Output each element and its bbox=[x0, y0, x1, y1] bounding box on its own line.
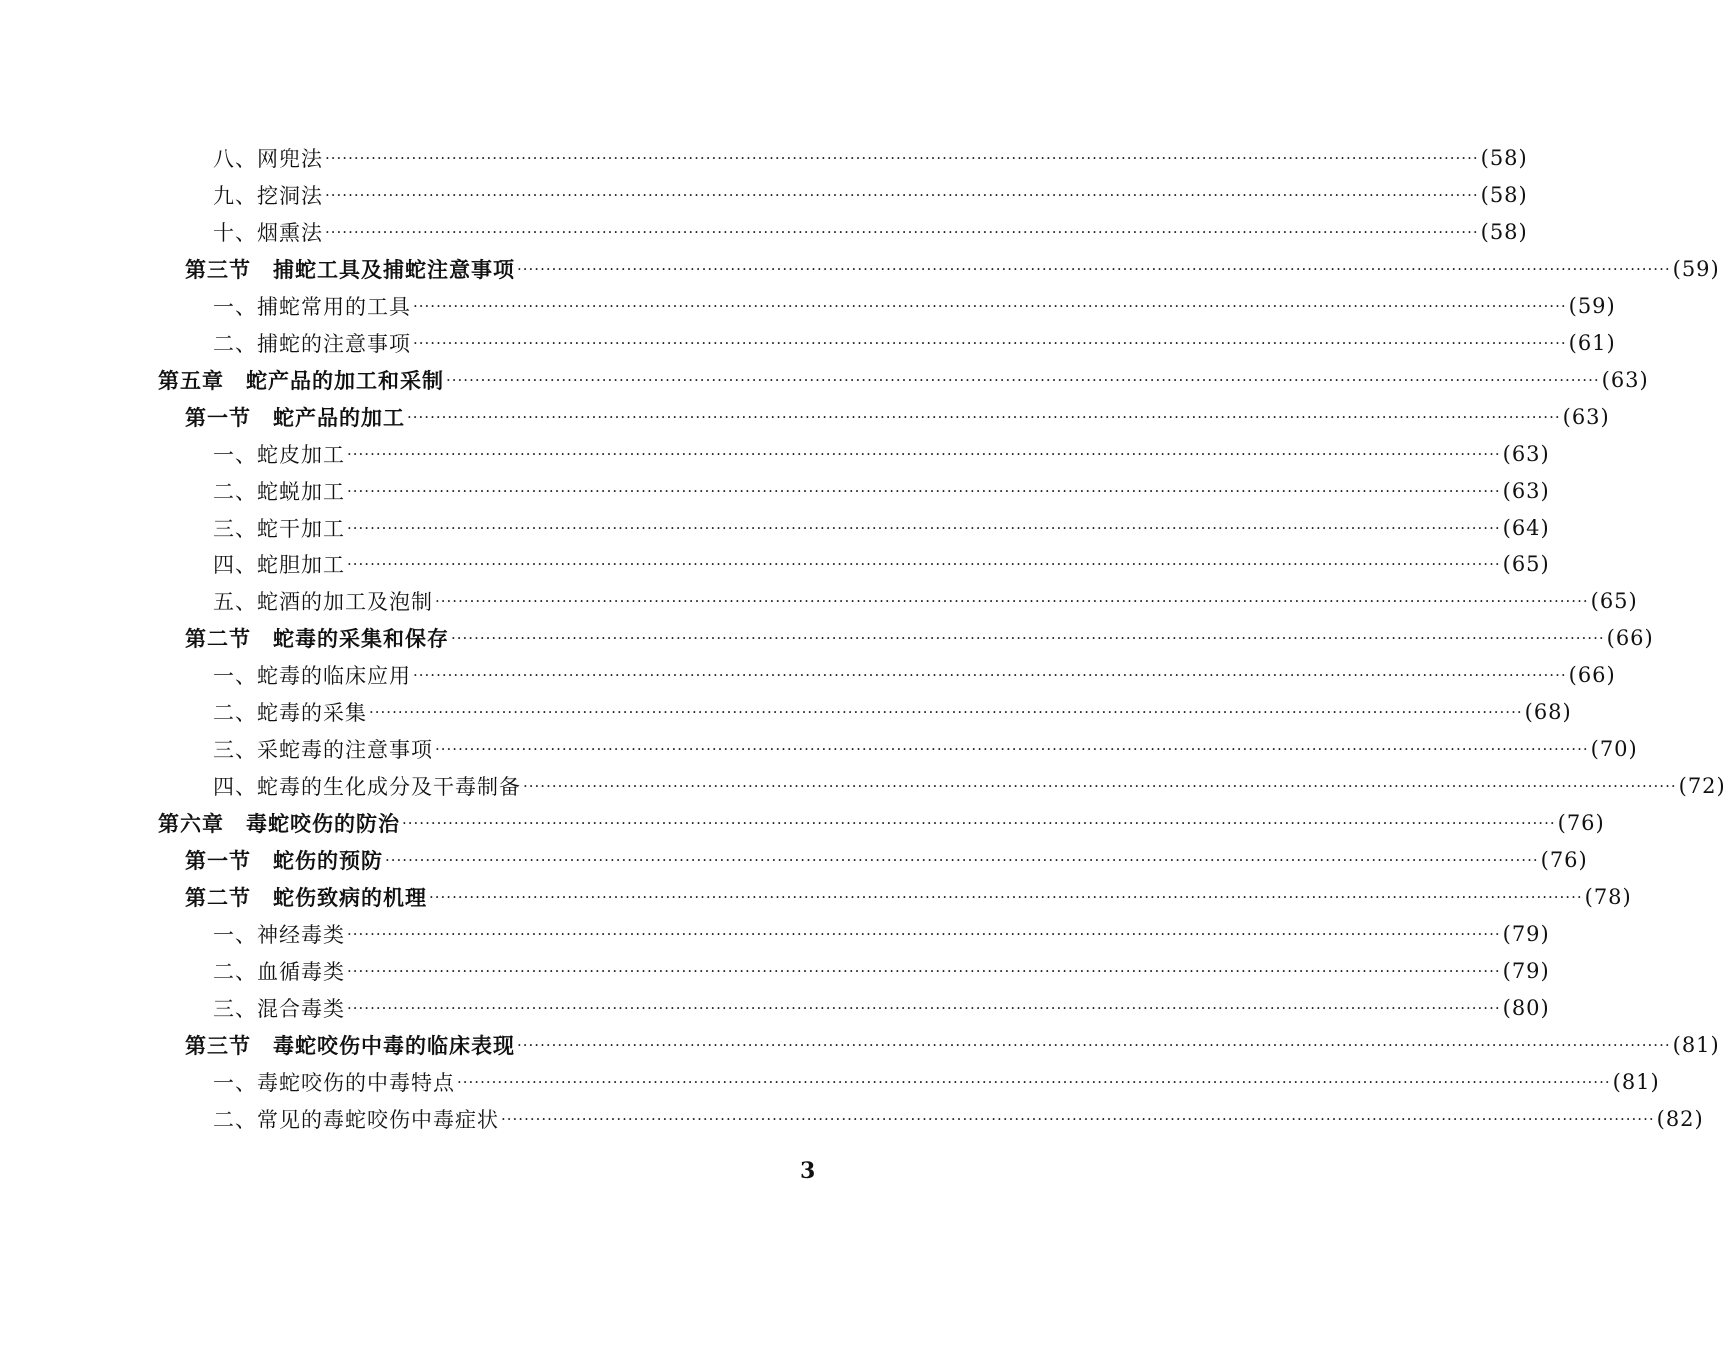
toc-entry-item bbox=[213, 697, 1572, 727]
toc-entry-section bbox=[185, 882, 1632, 912]
toc-entry-title: 一、捕蛇常用的工具 bbox=[213, 295, 411, 319]
toc-entry-page: (63) bbox=[1502, 442, 1550, 466]
toc-entry-page: (63) bbox=[1502, 479, 1550, 503]
toc-leader-dots: ········································································································································································································ bbox=[325, 149, 1479, 167]
toc-leader-dots: ········································································································································································································ bbox=[457, 1073, 1611, 1091]
toc-entry-page: (79) bbox=[1502, 922, 1550, 946]
toc-entry-title: 三、蛇干加工 bbox=[213, 517, 345, 541]
toc-entry-title: 一、蛇毒的临床应用 bbox=[213, 664, 411, 688]
toc-entry-page: (68) bbox=[1524, 700, 1572, 724]
toc-leader-dots: ········································································································································································································ bbox=[501, 1110, 1655, 1128]
toc-entry-page: (66) bbox=[1568, 663, 1616, 687]
toc-entry-item bbox=[213, 439, 1550, 469]
toc-entry-title: 二、蛇蜕加工 bbox=[213, 480, 345, 504]
toc-entry-title: 十、烟熏法 bbox=[213, 221, 323, 245]
toc-leader-dots: ········································································································································································································ bbox=[413, 297, 1567, 315]
toc-entry-item bbox=[213, 549, 1550, 579]
toc-entry-section bbox=[185, 402, 1610, 432]
toc-leader-dots: ········································································································································································································ bbox=[325, 186, 1479, 204]
toc-entry-chapter bbox=[158, 808, 1605, 838]
toc-entry-page: (65) bbox=[1590, 589, 1638, 613]
toc-entry-title: 五、蛇酒的加工及泡制 bbox=[213, 590, 433, 614]
toc-entry-title: 八、网兜法 bbox=[213, 147, 323, 171]
toc-entry-item bbox=[213, 291, 1616, 321]
toc-entry-page: (66) bbox=[1606, 626, 1654, 650]
toc-entry-item bbox=[213, 586, 1638, 616]
toc-leader-dots: ········································································································································································································ bbox=[347, 999, 1501, 1017]
toc-entry-title: 第三节 毒蛇咬伤中毒的临床表现 bbox=[185, 1033, 515, 1058]
toc-leader-dots: ········································································································································································································ bbox=[347, 962, 1501, 980]
toc-entry-page: (70) bbox=[1590, 737, 1638, 761]
toc-leader-dots: ········································································································································································································ bbox=[325, 223, 1479, 241]
toc-entry-item bbox=[213, 328, 1616, 358]
toc-entry-section bbox=[185, 254, 1720, 284]
toc-entry-title: 三、混合毒类 bbox=[213, 997, 345, 1021]
toc-entry-title: 一、毒蛇咬伤的中毒特点 bbox=[213, 1071, 455, 1095]
toc-entry-item bbox=[213, 180, 1528, 210]
toc-entry-item bbox=[213, 513, 1550, 543]
toc-entry-page: (65) bbox=[1502, 552, 1550, 576]
toc-leader-dots: ········································································································································································································ bbox=[429, 888, 1583, 906]
toc-entry-title: 第三节 捕蛇工具及捕蛇注意事项 bbox=[185, 257, 515, 282]
toc-entry-item bbox=[213, 734, 1638, 764]
toc-leader-dots: ········································································································································································································ bbox=[517, 1036, 1671, 1054]
toc-entry-title: 九、挖洞法 bbox=[213, 184, 323, 208]
toc-leader-dots: ········································································································································································································ bbox=[402, 814, 1556, 832]
toc-entry-page: (76) bbox=[1557, 811, 1605, 835]
toc-entry-item bbox=[213, 919, 1550, 949]
toc-entry-item bbox=[213, 993, 1550, 1023]
toc-entry-item bbox=[213, 1104, 1704, 1134]
toc-entry-page: (64) bbox=[1502, 516, 1550, 540]
toc-entry-title: 四、蛇胆加工 bbox=[213, 553, 345, 577]
toc-entry-page: (79) bbox=[1502, 959, 1550, 983]
toc-entry-item bbox=[213, 143, 1528, 173]
toc-leader-dots: ········································································································································································································ bbox=[347, 482, 1501, 500]
toc-entry-section bbox=[185, 623, 1654, 653]
toc-leader-dots: ········································································································································································································ bbox=[407, 408, 1561, 426]
toc-entry-page: (61) bbox=[1568, 331, 1616, 355]
toc-leader-dots: ········································································································································································································ bbox=[413, 334, 1567, 352]
toc-entry-page: (59) bbox=[1672, 257, 1720, 281]
toc-leader-dots: ········································································································································································································ bbox=[369, 703, 1523, 721]
toc-entry-title: 第一节 蛇伤的预防 bbox=[185, 848, 383, 873]
toc-entry-item bbox=[213, 1067, 1660, 1097]
toc-entry-page: (63) bbox=[1562, 405, 1610, 429]
toc-entry-page: (78) bbox=[1584, 885, 1632, 909]
toc-entry-page: (72) bbox=[1678, 774, 1726, 798]
toc-leader-dots: ········································································································································································································ bbox=[385, 851, 1539, 869]
toc-entry-title: 二、常见的毒蛇咬伤中毒症状 bbox=[213, 1108, 499, 1132]
toc-entry-page: (59) bbox=[1568, 294, 1616, 318]
toc-leader-dots: ········································································································································································································ bbox=[523, 777, 1677, 795]
toc-entry-page: (81) bbox=[1612, 1070, 1660, 1094]
toc-entry-title: 二、血循毒类 bbox=[213, 960, 345, 984]
toc-leader-dots: ········································································································································································································ bbox=[435, 740, 1589, 758]
toc-leader-dots: ········································································································································································································ bbox=[517, 260, 1671, 278]
toc-entry-title: 第一节 蛇产品的加工 bbox=[185, 405, 405, 430]
toc-entry-title: 一、神经毒类 bbox=[213, 923, 345, 947]
toc-entry-item bbox=[213, 217, 1528, 247]
page-number: 3 bbox=[800, 1158, 816, 1184]
toc-entry-title: 三、采蛇毒的注意事项 bbox=[213, 738, 433, 762]
toc-entry-page: (76) bbox=[1540, 848, 1588, 872]
toc-entry-title: 二、蛇毒的采集 bbox=[213, 701, 367, 725]
toc-leader-dots: ········································································································································································································ bbox=[347, 925, 1501, 943]
toc-leader-dots: ········································································································································································································ bbox=[435, 592, 1589, 610]
toc-entry-title: 一、蛇皮加工 bbox=[213, 443, 345, 467]
toc-entry-chapter bbox=[158, 365, 1649, 395]
toc-entry-page: (63) bbox=[1601, 368, 1649, 392]
toc-entry-item bbox=[213, 771, 1726, 801]
toc-entry-item bbox=[213, 476, 1550, 506]
toc-entry-page: (82) bbox=[1656, 1107, 1704, 1131]
toc-entry-page: (58) bbox=[1480, 220, 1528, 244]
toc-leader-dots: ········································································································································································································ bbox=[413, 666, 1567, 684]
toc-entry-item bbox=[213, 956, 1550, 986]
toc-entry-page: (58) bbox=[1480, 146, 1528, 170]
toc-entry-title: 第五章 蛇产品的加工和采制 bbox=[158, 368, 444, 393]
toc-entry-page: (80) bbox=[1502, 996, 1550, 1020]
toc-leader-dots: ········································································································································································································ bbox=[347, 519, 1501, 537]
toc-entry-title: 二、捕蛇的注意事项 bbox=[213, 332, 411, 356]
toc-entry-section bbox=[185, 1030, 1720, 1060]
toc-leader-dots: ········································································································································································································ bbox=[347, 555, 1501, 573]
toc-leader-dots: ········································································································································································································ bbox=[347, 445, 1501, 463]
toc-leader-dots: ········································································································································································································ bbox=[446, 371, 1600, 389]
toc-entry-item bbox=[213, 660, 1616, 690]
toc-entry-title: 四、蛇毒的生化成分及干毒制备 bbox=[213, 775, 521, 799]
toc-entry-title: 第六章 毒蛇咬伤的防治 bbox=[158, 811, 400, 836]
toc-entry-page: (58) bbox=[1480, 183, 1528, 207]
toc-entry-title: 第二节 蛇伤致病的机理 bbox=[185, 885, 427, 910]
toc-entry-section bbox=[185, 845, 1588, 875]
toc-leader-dots: ········································································································································································································ bbox=[451, 629, 1605, 647]
toc-entry-title: 第二节 蛇毒的采集和保存 bbox=[185, 626, 449, 651]
toc-entry-page: (81) bbox=[1672, 1033, 1720, 1057]
